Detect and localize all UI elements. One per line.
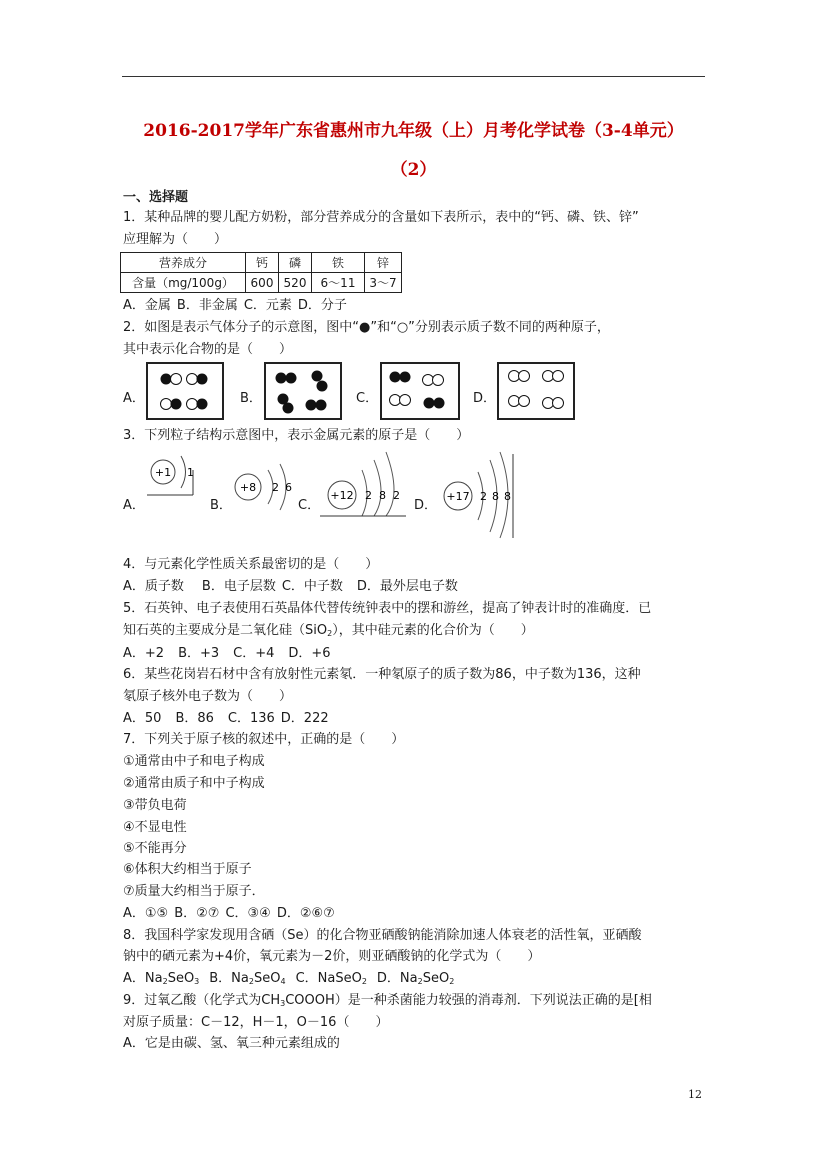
formula-part: B．Na xyxy=(209,971,249,986)
table-header-cell: 铁 xyxy=(312,253,365,273)
option-d: D．最外层电子数 xyxy=(356,579,458,594)
atom-diagram-d xyxy=(434,448,516,540)
option-b: B．非金属 xyxy=(176,298,238,313)
q2-text: 2．如图是表示气体分子的示意图，图中“●”和“○”分别表示质子数不同的两种原子， xyxy=(123,320,610,335)
option-b: B．②⑦ xyxy=(174,906,220,921)
q7-options xyxy=(123,906,341,922)
atom-diagram-a xyxy=(143,450,198,500)
formula-part: SeO xyxy=(422,971,450,986)
page-title-part2: （2） xyxy=(390,160,437,180)
option-d: D．222 xyxy=(280,711,329,726)
option-d: D．+6 xyxy=(288,646,331,661)
q1-text: 1．某种品牌的婴儿配方奶粉，部分营养成分的含量如下表所示，表中的“钙、磷、铁、锌” xyxy=(123,210,639,225)
option-c: C．+4 xyxy=(233,646,275,661)
q7-item: ③带负电荷 xyxy=(123,798,187,813)
shell-electrons: 8 xyxy=(492,490,499,503)
q3-label-c: C． xyxy=(298,498,321,513)
option-a: A．金属 xyxy=(123,298,171,313)
formula-part: A．Na xyxy=(123,971,163,986)
subscript: 2 xyxy=(162,977,168,986)
formula-part: SeO xyxy=(167,971,195,986)
q7-item: ②通常由质子和中子构成 xyxy=(123,776,265,791)
table-row xyxy=(121,273,402,293)
q9-text-part: COOOH）是一种杀菌能力较强的消毒剂．下列说法正确的是[相 xyxy=(285,993,652,1008)
q9-text-part: 9．过氧乙酸（化学式为CH xyxy=(123,993,281,1008)
nucleus-charge: +1 xyxy=(154,466,172,479)
formula-part: C．NaSeO xyxy=(295,971,362,986)
q5-text-part: ），其中硅元素的化合价为（ ） xyxy=(332,623,534,638)
q6-text: 6．某些花岗岩石材中含有放射性元素氡．一种氡原子的质子数为86，中子数为136，这种 xyxy=(123,667,641,682)
table-cell: 600 xyxy=(246,273,279,293)
nucleus-charge: +17 xyxy=(446,490,470,503)
atom-diagram-b xyxy=(228,460,296,515)
molecule-figure-d xyxy=(497,362,575,420)
subscript: 2 xyxy=(361,977,367,986)
option-b: B．电子层数 xyxy=(201,579,276,594)
molecule-figure-b xyxy=(264,362,342,420)
option-a: A．50 xyxy=(123,711,162,726)
header-rule xyxy=(122,76,705,77)
subscript: 4 xyxy=(280,977,286,986)
option-d: D．分子 xyxy=(297,298,347,313)
option-a xyxy=(123,971,199,986)
shell-electrons: 8 xyxy=(504,490,511,503)
q2-label-a: A． xyxy=(123,391,145,406)
q8-options xyxy=(123,971,460,990)
option-d xyxy=(377,971,454,986)
q5-text: 5．石英钟、电子表使用石英晶体代替传统钟表中的摆和游丝，提高了钟表计时的准确度．已 xyxy=(123,601,652,616)
subscript: 3 xyxy=(194,977,200,986)
q5-options xyxy=(123,646,337,662)
q7-item: ⑥体积大约相当于原子 xyxy=(123,862,252,877)
page-number: 12 xyxy=(688,1088,702,1101)
q9-text xyxy=(123,993,652,1012)
atom-diagram-c xyxy=(318,448,408,518)
table-cell: 6～11 xyxy=(312,273,365,293)
molecule-figure-c xyxy=(380,362,460,420)
option-b xyxy=(209,971,285,986)
q7-text: 7．下列关于原子核的叙述中，正确的是（ ） xyxy=(123,732,405,747)
table-header-cell: 营养成分 xyxy=(121,253,246,273)
formula-part: SeO xyxy=(253,971,281,986)
q1-text-2: 应理解为（ ） xyxy=(123,232,228,247)
q2-label-b: B． xyxy=(240,391,262,406)
q5-text-part: 知石英的主要成分是二氧化硅（SiO xyxy=(123,623,328,638)
table-cell: 520 xyxy=(279,273,312,293)
option-a: A．+2 xyxy=(123,646,165,661)
q3-label-d: D． xyxy=(414,498,438,513)
shell-electrons: 2 xyxy=(480,490,487,503)
page-title: 2016-2017学年广东省惠州市九年级（上）月考化学试卷（3-4单元） xyxy=(143,121,684,141)
subscript: 2 xyxy=(327,629,333,638)
q4-text: 4．与元素化学性质关系最密切的是（ ） xyxy=(123,557,379,572)
option-c: C．136 xyxy=(227,711,275,726)
q8-text-2: 钠中的硒元素为+4价，氧元素为－2价，则亚硒酸钠的化学式为（ ） xyxy=(123,949,541,964)
table-header-row xyxy=(121,253,402,273)
shell-electrons: 6 xyxy=(285,481,292,494)
option-c: C．元素 xyxy=(243,298,292,313)
q7-item: ⑦质量大约相当于原子． xyxy=(123,884,265,899)
subscript: 3 xyxy=(280,999,286,1008)
option-b: B．+3 xyxy=(178,646,220,661)
shell-electrons: 8 xyxy=(379,489,386,502)
shell-electrons: 2 xyxy=(272,481,279,494)
q7-item: ①通常由中子和电子构成 xyxy=(123,754,265,769)
option-b: B．86 xyxy=(175,711,214,726)
table-header-cell: 磷 xyxy=(279,253,312,273)
q3-text: 3．下列粒子结构示意图中，表示金属元素的原子是（ ） xyxy=(123,428,470,443)
q7-item: ⑤不能再分 xyxy=(123,841,187,856)
table-cell: 含量（mg/100g） xyxy=(121,273,246,293)
option-c: C．中子数 xyxy=(281,579,343,594)
q9-text-2: 对原子质量：C－12，H－1，O－16（ ） xyxy=(123,1015,389,1030)
option-a: A．①⑤ xyxy=(123,906,169,921)
shell-electrons: 2 xyxy=(365,489,372,502)
q1-options xyxy=(123,298,353,314)
q8-text: 8．我国科学家发现用含硒（Se）的化合物亚硒酸钠能消除加速人体衰老的活性氧，亚硒酸 xyxy=(123,928,642,943)
q2-text-2: 其中表示化合物的是（ ） xyxy=(123,342,293,357)
q5-text-2 xyxy=(123,623,534,642)
q2-label-d: D． xyxy=(473,391,497,406)
shell-electrons: 2 xyxy=(393,489,400,502)
q6-text-2: 氡原子核外电子数为（ ） xyxy=(123,689,293,704)
table-cell: 3～7 xyxy=(365,273,402,293)
subscript: 2 xyxy=(449,977,455,986)
q6-options xyxy=(123,711,335,727)
nutrition-table xyxy=(120,252,402,293)
section-heading: 一、选择题 xyxy=(123,190,189,205)
nucleus-charge: +8 xyxy=(239,481,257,494)
q9-option-a: A．它是由碳、氢、氧三种元素组成的 xyxy=(123,1036,340,1051)
q7-item: ④不显电性 xyxy=(123,820,187,835)
formula-part: D．Na xyxy=(376,971,418,986)
molecule-figure-a xyxy=(146,362,224,420)
option-a: A．质子数 xyxy=(123,579,184,594)
table-header-cell: 锌 xyxy=(365,253,402,273)
nucleus-charge: +12 xyxy=(330,489,354,502)
q2-label-c: C． xyxy=(356,391,379,406)
table-header-cell: 钙 xyxy=(246,253,279,273)
option-d: D．②⑥⑦ xyxy=(276,906,335,921)
subscript: 2 xyxy=(417,977,423,986)
q3-label-a: A． xyxy=(123,498,145,513)
option-c xyxy=(296,971,367,986)
q4-options xyxy=(123,579,464,595)
option-c: C．③④ xyxy=(225,906,271,921)
subscript: 2 xyxy=(248,977,254,986)
shell-electrons: 1 xyxy=(187,466,194,479)
q3-label-b: B． xyxy=(210,498,232,513)
